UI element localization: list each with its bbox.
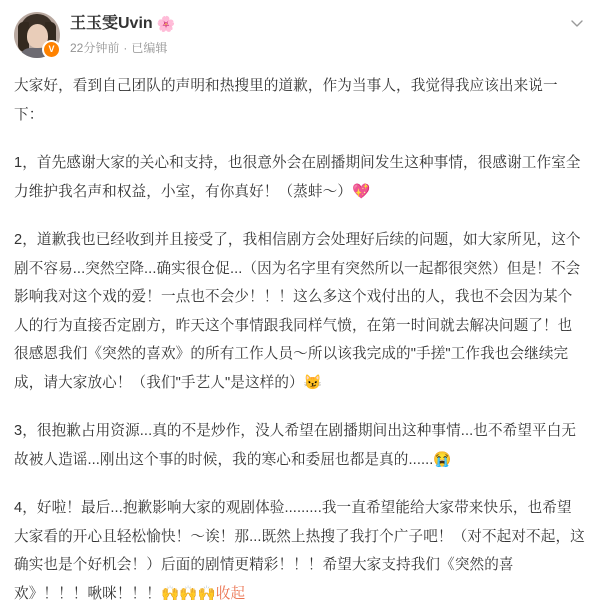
collapse-button[interactable]: 收起 <box>215 585 246 602</box>
post-timestamp: 22分钟前 <box>70 41 120 55</box>
avatar[interactable] <box>14 12 60 58</box>
chevron-down-icon[interactable] <box>570 16 584 30</box>
post-content <box>14 72 586 608</box>
post-submeta <box>70 40 586 56</box>
post-paragraph: 3，很抱歉占用资源...真的不是炒作，没人希望在剧播期间出这种事情...也不希望平白无故被人造谣...刚出这个事的时候，我的寒心和委屈也都是真的......😭 <box>14 423 577 468</box>
post-meta <box>70 12 586 56</box>
post-paragraph-last <box>14 494 586 608</box>
post-paragraph-text: 4，好啦！最后...抱歉影响大家的观剧体验.........我一直希望能给大家带来快乐，也希望大家看的开心且轻松愉快！～诶！那...既然上热搜了我打个广子吧！（对不起对不起，这确实也是个好机会！）后面的剧情更精彩！！！希望大家支持我们《突然的喜欢》！！！啾咪！！！🙌🙌🙌 <box>14 500 585 602</box>
author-row <box>70 13 586 35</box>
meta-separator: · <box>123 41 128 55</box>
post-paragraph: 大家好，看到自己团队的声明和热搜里的道歉，作为当事人，我觉得我应该出来说一下： <box>14 78 558 123</box>
author-name[interactable]: 王玉雯Uvin <box>70 15 153 32</box>
post-paragraph: 1，首先感谢大家的关心和支持，也很意外会在剧播期间发生这种事情，很感谢工作室全力维护我名声和权益，小室，有你真好！（蒸蚌～）💖 <box>14 155 581 200</box>
post-paragraph: 2，道歉我也已经收到并且接受了，我相信剧方会处理好后续的问题，如大家所见，这个剧不容易...突然空降...确实很仓促...（因为名字里有突然所以一起都很突然）但是！不会影响我对这个戏的爱！一点也不会少！！！这么多这个戏付出的人，我也不会因为某个人的行为直接否定剧方，昨天这个事情跟我同样气愤，在第一时间就去解决问题了！也很感恩我们《突然的喜欢》的所有工作人员～所以该我完成的"手搓"工作我也会继续完成，请大家放心！（我们"手艺人"是这样的）😼 <box>14 232 581 391</box>
edited-label: 已编辑 <box>131 41 168 55</box>
post-header <box>14 10 586 58</box>
flower-icon: 🌸 <box>156 15 176 33</box>
verified-badge-icon[interactable]: V <box>42 40 61 59</box>
